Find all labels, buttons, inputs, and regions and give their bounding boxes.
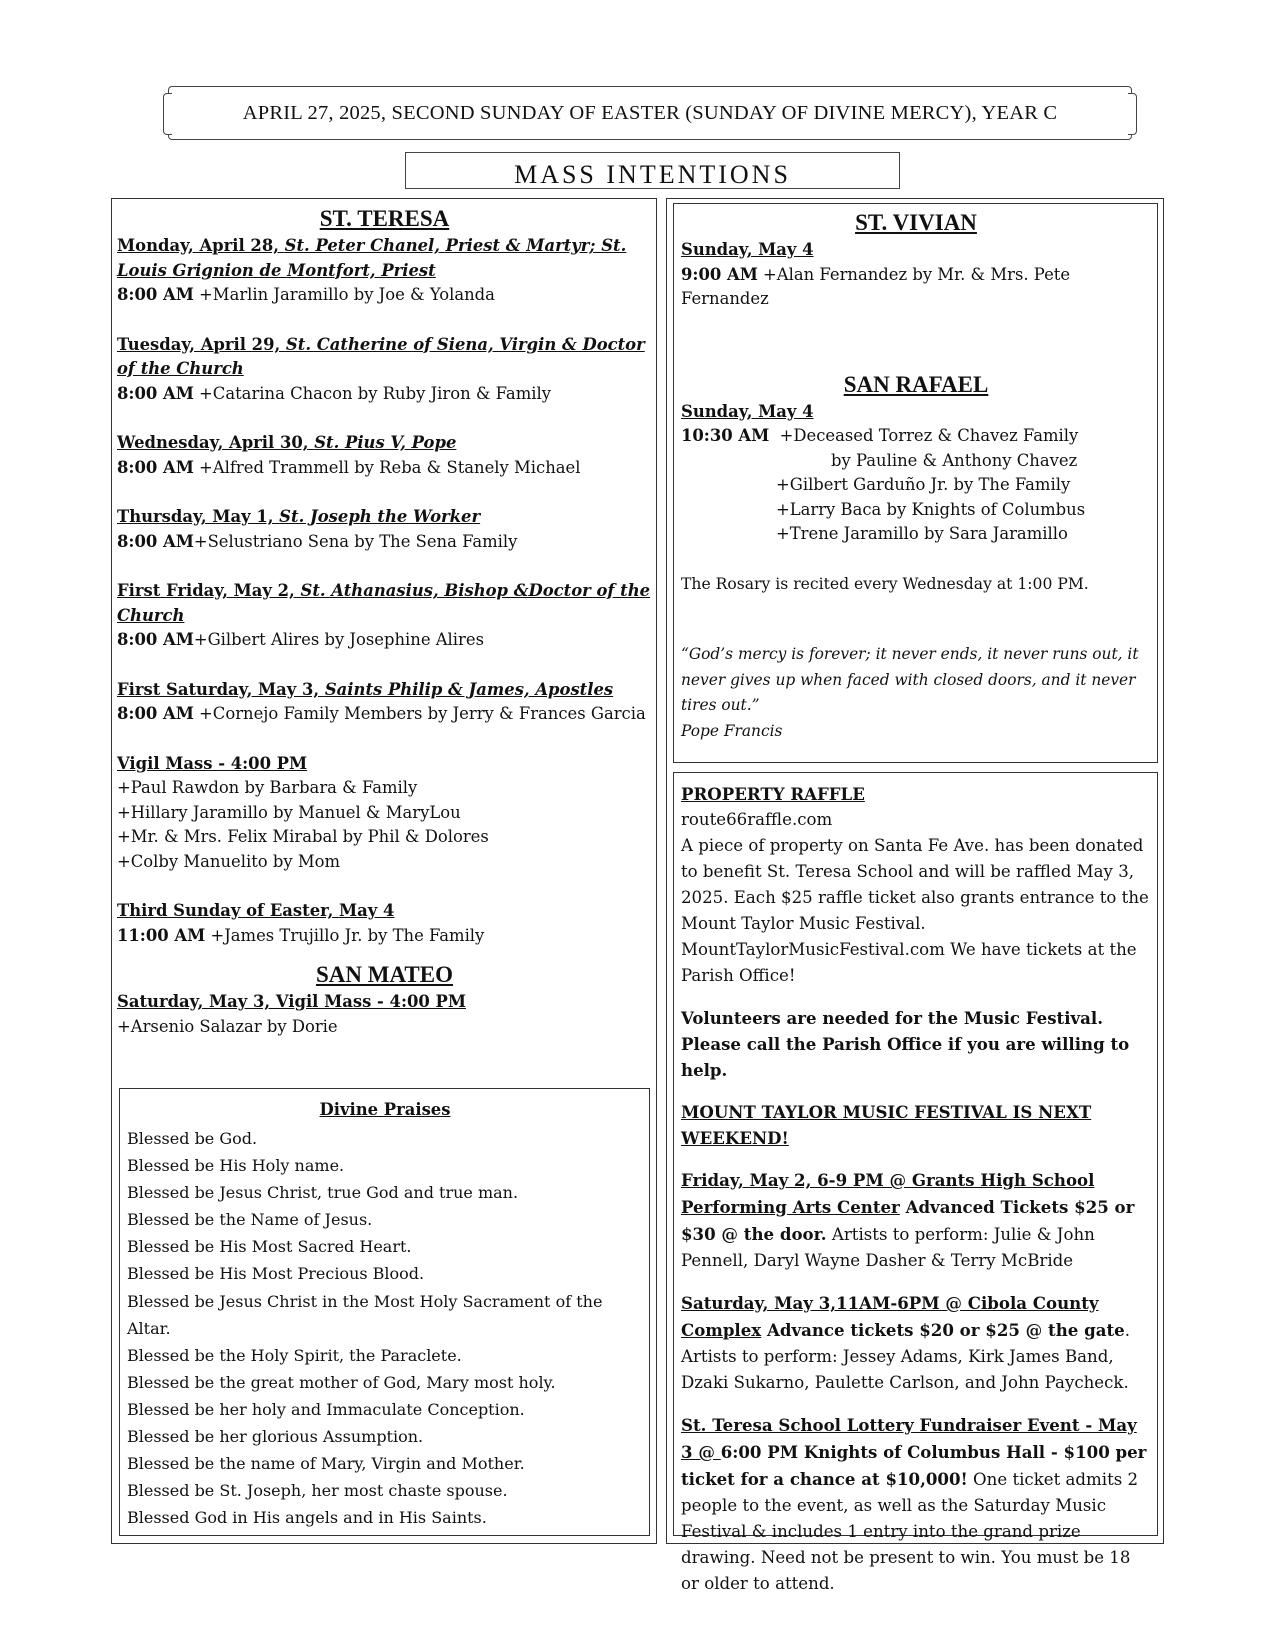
raffle-site: route66raffle.com — [681, 810, 833, 829]
divine-praises-title: Divine Praises — [319, 1100, 451, 1119]
praise-line: Blessed be the name of Mary, Virgin and Mother. — [127, 1454, 525, 1474]
mercy-quote: “God’s mercy is forever; it never ends, it never runs out, it never gives up when faced with closed doors, and it never tires out.” — [681, 645, 1139, 714]
mass-day-heading: Monday, April 28, St. Peter Chanel, Priest & Martyr; St. Louis Grignion de Montfort, Priest — [117, 236, 627, 280]
san-mateo-intention: +Arsenio Salazar by Dorie — [117, 1016, 338, 1036]
mass-intention: 8:00 AM +Cornejo Family Members by Jerry & Frances Garcia — [117, 704, 646, 723]
mass-day-heading: First Friday, May 2, St. Athanasius, Bishop &Doctor of the Church — [117, 581, 651, 625]
raffle-title: PROPERTY RAFFLE — [681, 784, 865, 804]
quote-author: Pope Francis — [681, 721, 783, 740]
third-sunday-heading: Third Sunday of Easter, May 4 — [117, 901, 395, 920]
st-vivian-title: ST. VIVIAN — [855, 210, 977, 235]
mass-intention: 8:00 AM+Selustriano Sena by The Sena Family — [117, 531, 518, 551]
vigil-intention: +Hillary Jaramillo by Manuel & MaryLou — [117, 802, 461, 822]
mass-day-heading: Tuesday, April 29, St. Catherine of Siena, Virgin & Doctor of the Church — [117, 334, 645, 378]
raffle-body: A piece of property on Santa Fe Ave. has been donated to benefit St. Teresa School and will be raffled May 3, 2025. Each $25 raffle ticket also grants entrance to the Mount Taylor Music Festival. MountTaylorMusicFestival.com We have tickets at the Parish Office! — [681, 836, 1149, 985]
saturday-event: Saturday, May 3,11AM-6PM @ Cibola County Complex Advance tickets $20 or $25 @ the gate. Artists to perform: Jessey Adams, Kirk James Band, Dzaki Sukarno, Paulette Carlson, and John Paycheck. — [681, 1293, 1130, 1392]
st-vivian-san-rafael-box — [673, 203, 1158, 763]
mass-day-heading: First Saturday, May 3, Saints Philip & James, Apostles — [117, 679, 614, 699]
praise-line: Blessed be God. — [127, 1129, 258, 1148]
praise-line: Blessed be His Most Sacred Heart. — [127, 1237, 412, 1257]
volunteers-note: Volunteers are needed for the Music Festival. Please call the Parish Office if you are willing to help. — [681, 1008, 1130, 1080]
san-rafael-intention: +Larry Baca by Knights of Columbus — [776, 499, 1086, 519]
san-rafael-intention: +Trene Jaramillo by Sara Jaramillo — [776, 524, 1068, 543]
st-teresa-title: ST. TERESA — [319, 206, 450, 231]
divine-praises-box — [119, 1088, 650, 1536]
praise-line: Blessed be the Holy Spirit, the Paraclete. — [127, 1345, 462, 1365]
festival-heading: MOUNT TAYLOR MUSIC FESTIVAL IS NEXT WEEKEND! — [681, 1102, 1092, 1148]
friday-event: Friday, May 2, 6-9 PM @ Grants High School Performing Arts Center Advanced Tickets $25 or $30 @ the door. Artists to perform: Julie & John Pennell, Daryl Wayne Dasher & Terry McBride — [681, 1170, 1135, 1270]
mass-intention: 8:00 AM +Alfred Trammell by Reba & Stanely Michael — [117, 457, 581, 477]
praise-line: Blessed be His Holy name. — [127, 1156, 345, 1176]
st-vivian-day: Sunday, May 4 — [681, 240, 814, 259]
mass-intention: 8:00 AM +Catarina Chacon by Ruby Jiron & Family — [117, 383, 551, 403]
praise-line: Blessed be her glorious Assumption. — [127, 1427, 424, 1447]
praise-line: Blessed be St. Joseph, her most chaste spouse. — [127, 1481, 508, 1501]
san-rafael-intention: 10:30 AM +Deceased Torrez & Chavez Family — [681, 426, 1079, 445]
third-sunday-intention: 11:00 AM +James Trujillo Jr. by The Family — [117, 925, 485, 945]
banner-text: APRIL 27, 2025, SECOND SUNDAY OF EASTER (SUNDAY OF DIVINE MERCY), YEAR C — [242, 101, 1058, 124]
st-vivian-intention: 9:00 AM +Alan Fernandez by Mr. & Mrs. Pete Fernandez — [681, 264, 1071, 308]
san-rafael-intention-cont: by Pauline & Anthony Chavez — [831, 450, 1078, 470]
lottery-event: St. Teresa School Lottery Fundraiser Event - May 3 @ 6:00 PM Knights of Columbus Hall - $100 per ticket for a chance at $10,000! One ticket admits 2 people to the event, as well as the Saturday Music Festival & includes 1 entry into the grand prize drawing. Need not be present to win. You must be 18 or older to attend. — [681, 1415, 1147, 1593]
mass-intention: 8:00 AM +Marlin Jaramillo by Joe & Yolanda — [117, 285, 495, 304]
praise-line: Blessed God in His angels and in His Saints. — [127, 1508, 487, 1528]
date-banner — [168, 86, 1132, 140]
san-rafael-title: SAN RAFAEL — [843, 371, 989, 397]
praise-line: Blessed be her holy and Immaculate Conception. — [127, 1399, 525, 1419]
raffle-festival-box — [673, 772, 1158, 1593]
san-mateo-heading: Saturday, May 3, Vigil Mass - 4:00 PM — [117, 992, 466, 1011]
praise-line: Blessed be the Name of Jesus. — [127, 1210, 373, 1230]
mass-day-heading: Wednesday, April 30, St. Pius V, Pope — [117, 433, 457, 452]
vigil-mass-heading: Vigil Mass - 4:00 PM — [117, 753, 308, 773]
mass-intentions-title: MASS INTENTIONS — [405, 152, 900, 189]
praise-line: Blessed be Jesus Christ, true God and true man. — [127, 1183, 519, 1203]
san-rafael-day: Sunday, May 4 — [681, 401, 814, 421]
vigil-intention: +Paul Rawdon by Barbara & Family — [117, 778, 418, 797]
san-mateo-title: SAN MATEO — [316, 962, 453, 987]
st-teresa-section — [117, 204, 652, 1039]
praise-line: Blessed be the great mother of God, Mary most holy. — [127, 1372, 556, 1392]
praise-line: Blessed be Jesus Christ in the Most Holy Sacrament of the Altar. — [127, 1291, 603, 1338]
mass-intention: 8:00 AM+Gilbert Alires by Josephine Alires — [117, 630, 484, 649]
mass-day-heading: Thursday, May 1, St. Joseph the Worker — [117, 507, 481, 526]
vigil-intention: +Mr. & Mrs. Felix Mirabal by Phil & Dolores — [117, 827, 489, 846]
san-rafael-intention: +Gilbert Garduño Jr. by The Family — [776, 475, 1071, 494]
praise-line: Blessed be His Most Precious Blood. — [127, 1264, 425, 1284]
rosary-note: The Rosary is recited every Wednesday at 1:00 PM. — [681, 574, 1089, 593]
vigil-intention: +Colby Manuelito by Mom — [117, 851, 341, 871]
